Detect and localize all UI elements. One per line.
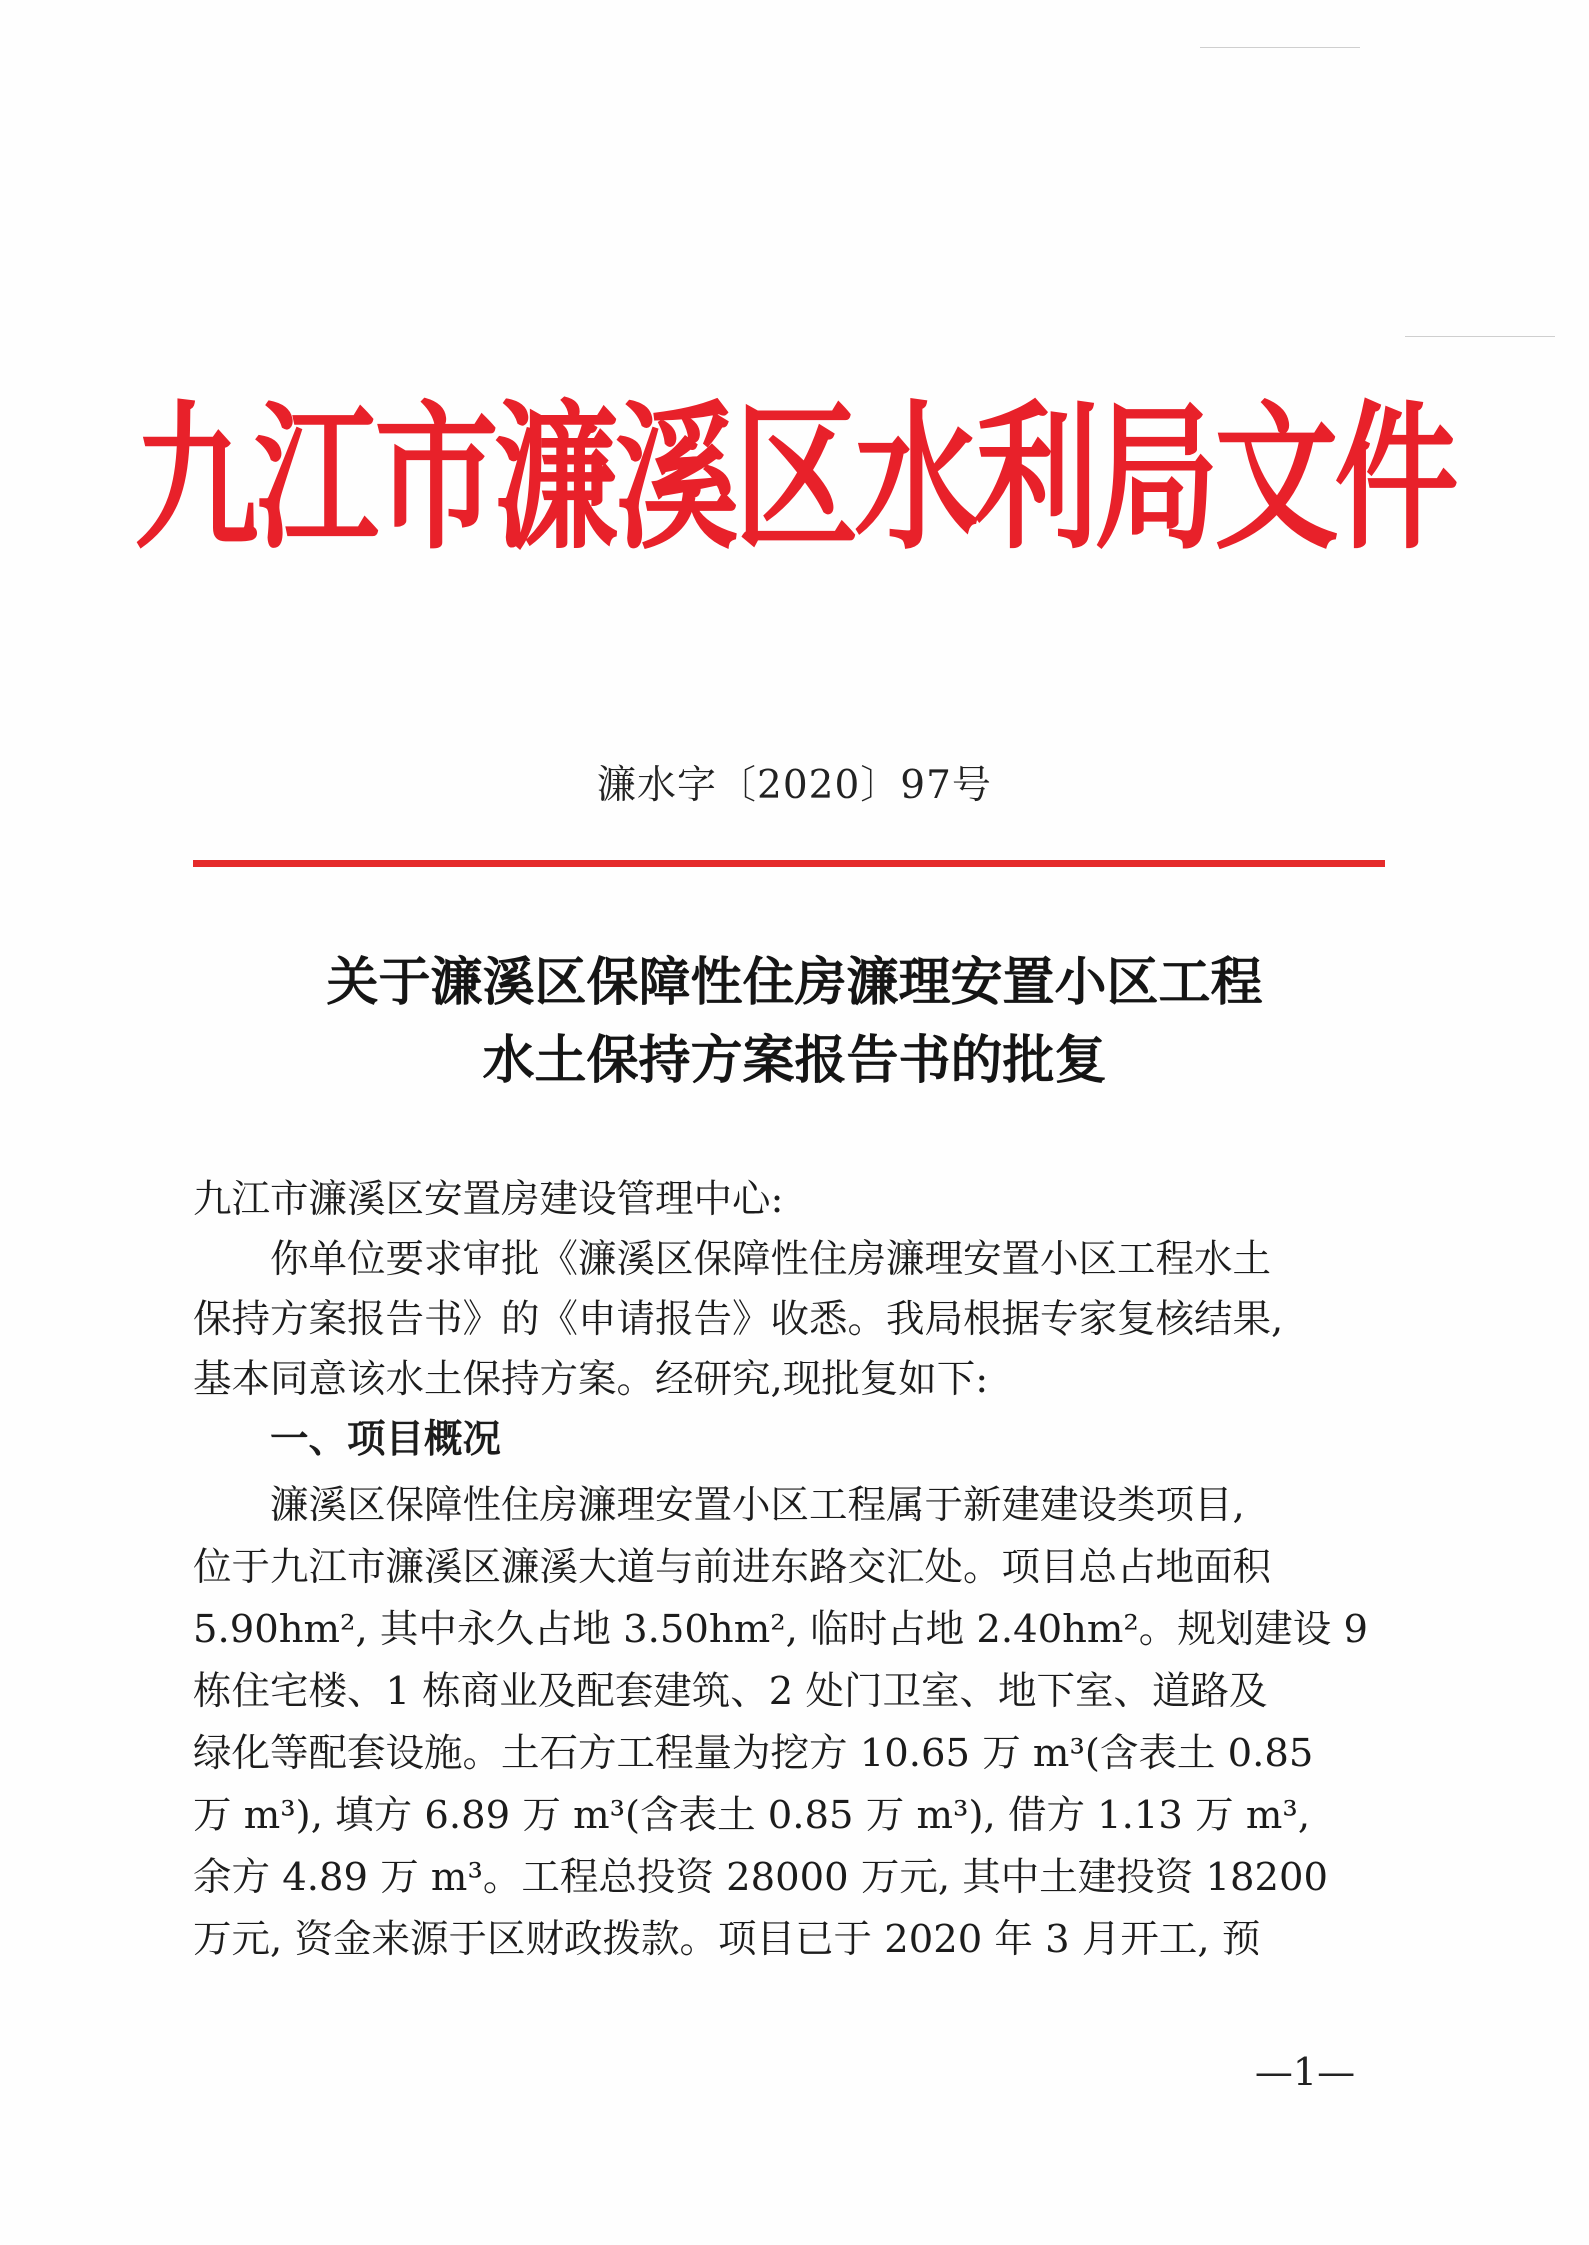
section-heading: 一、项目概况 bbox=[270, 1417, 502, 1462]
scan-artifact bbox=[1405, 336, 1555, 337]
scan-artifact bbox=[1200, 47, 1360, 48]
paragraph-2-line: 位于九江市濂溪区濂溪大道与前进东路交汇处。项目总占地面积 bbox=[193, 1545, 1272, 1590]
addressee: 九江市濂溪区安置房建设管理中心: bbox=[193, 1177, 784, 1222]
paragraph-2-line: 濂溪区保障性住房濂理安置小区工程属于新建建设类项目, bbox=[270, 1483, 1245, 1528]
paragraph-1-line: 基本同意该水土保持方案。经研究,现批复如下: bbox=[193, 1357, 989, 1402]
red-divider-line bbox=[193, 860, 1385, 867]
paragraph-1-line: 保持方案报告书》的《申请报告》收悉。我局根据专家复核结果, bbox=[193, 1297, 1284, 1342]
paragraph-2-line: 5.90hm², 其中永久占地 3.50hm², 临时占地 2.40hm²。规划建设 9 bbox=[193, 1607, 1369, 1652]
paragraph-2-line: 栋住宅楼、1 栋商业及配套建筑、2 处门卫室、地下室、道路及 bbox=[193, 1669, 1268, 1714]
paragraph-2-line: 绿化等配套设施。土石方工程量为挖方 10.65 万 m³(含表土 0.85 bbox=[193, 1731, 1314, 1776]
document-number: 濂水字〔2020〕97号 bbox=[597, 763, 992, 808]
paragraph-2-line: 万元, 资金来源于区财政拨款。项目已于 2020 年 3 月开工, 预 bbox=[193, 1917, 1261, 1962]
masthead-title: 九江市濂溪区水利局文件 bbox=[134, 386, 1455, 572]
document-title-line-2: 水土保持方案报告书的批复 bbox=[482, 1031, 1107, 1091]
page-number: —1— bbox=[1254, 2050, 1356, 2094]
document-title-line-1: 关于濂溪区保障性住房濂理安置小区工程 bbox=[326, 953, 1263, 1013]
paragraph-2-line: 万 m³), 填方 6.89 万 m³(含表土 0.85 万 m³), 借方 1.13 万 m³, bbox=[193, 1793, 1311, 1838]
paragraph-1-line: 你单位要求审批《濂溪区保障性住房濂理安置小区工程水土 bbox=[270, 1237, 1272, 1282]
paragraph-2-line: 余方 4.89 万 m³。工程总投资 28000 万元, 其中土建投资 18200 bbox=[193, 1855, 1329, 1900]
